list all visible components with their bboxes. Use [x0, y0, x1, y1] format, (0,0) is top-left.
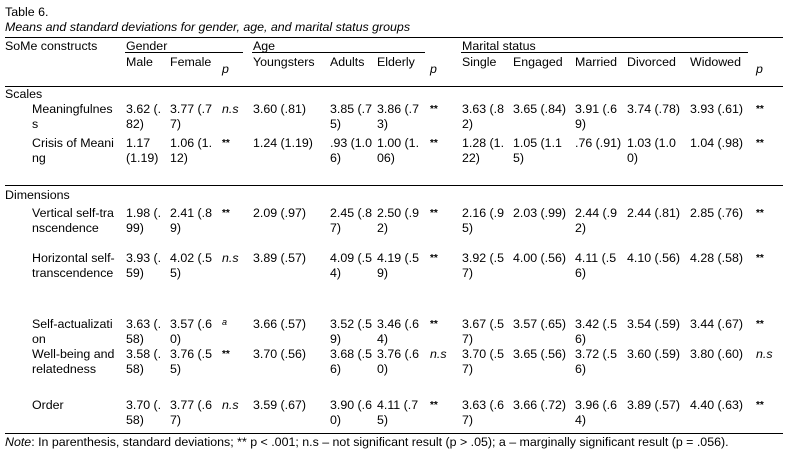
column-header: Male: [126, 55, 153, 69]
cell-value: 3.85 (.75): [330, 102, 373, 131]
cell-value: 1.03 (1.00): [627, 136, 676, 165]
cell-value: 3.63 (.82): [462, 102, 505, 131]
cell-value: 3.86 (.73): [377, 102, 420, 131]
cell-value: 3.42 (.56): [575, 317, 618, 346]
cell-value: 2.41 (.89): [170, 206, 213, 235]
table-note: [5, 435, 781, 450]
column-header: Married: [575, 55, 617, 69]
column-header: p: [222, 62, 229, 76]
column-header: Single: [462, 55, 497, 69]
row-label: Horizontal self-transcendence: [32, 251, 115, 280]
cell-value: 3.46 (.64): [377, 317, 420, 346]
cell-value: 3.76 (.55): [170, 347, 213, 376]
p-value: **: [222, 349, 230, 360]
header-gender: Gender: [126, 39, 168, 53]
cell-value: 3.80 (.60): [690, 347, 744, 361]
column-header: Youngsters: [253, 55, 315, 69]
cell-value: 2.45 (.87): [330, 206, 373, 235]
cell-value: 4.11 (.56): [575, 251, 617, 280]
p-value: **: [430, 104, 438, 115]
cell-value: 3.60 (.59): [627, 347, 681, 361]
cell-value: 4.40 (.63): [690, 398, 744, 412]
cell-value: 3.54 (.59): [627, 317, 681, 331]
header-age: Age: [253, 39, 276, 53]
column-header: p: [430, 62, 437, 76]
cell-value: 2.09 (.97): [253, 206, 307, 220]
cell-value: 3.76 (.60): [377, 347, 420, 376]
rule-table-bottom: [5, 433, 783, 434]
row-label: Vertical self-transcendence: [32, 206, 114, 235]
cell-value: 2.03 (.99): [513, 206, 567, 220]
cell-value: 3.70 (.57): [462, 347, 505, 376]
cell-value: 3.90 (.60): [330, 398, 373, 427]
cell-value: 1.04 (.98): [690, 136, 744, 150]
cell-value: 3.65 (.56): [513, 347, 567, 361]
cell-value: 1.24 (1.19): [253, 136, 313, 150]
p-value: **: [430, 253, 438, 264]
p-value: n.s: [222, 102, 239, 116]
cell-value: 2.85 (.76): [690, 206, 744, 220]
cell-value: 3.91 (.69): [575, 102, 618, 131]
column-header: Widowed: [690, 55, 741, 69]
section-scales: Scales: [5, 87, 43, 101]
cell-value: 4.11 (.75): [377, 398, 419, 427]
p-value: **: [222, 138, 230, 149]
cell-value: 3.66 (.72): [513, 398, 567, 412]
cell-value: 3.89 (.57): [253, 251, 307, 265]
table-number: Table 6.: [5, 5, 49, 19]
p-value: **: [430, 138, 438, 149]
row-label: Well-being and relatedness: [32, 347, 115, 376]
p-value: **: [756, 138, 764, 149]
cell-value: 1.05 (1.15): [513, 136, 562, 165]
cell-value: .93 (1.06): [330, 136, 373, 165]
cell-value: 3.93 (.59): [126, 251, 162, 280]
cell-value: 1.06 (1.12): [170, 136, 213, 165]
cell-value: 3.92 (.57): [462, 251, 505, 280]
column-header: Divorced: [627, 55, 676, 69]
cell-value: 2.44 (.81): [627, 206, 681, 220]
column-header: Engaged: [513, 55, 563, 69]
cell-value: 3.70 (.56): [253, 347, 307, 361]
cell-value: 4.28 (.58): [690, 251, 744, 265]
rule-top: [5, 37, 783, 38]
cell-value: 3.68 (.56): [330, 347, 373, 376]
column-header: Female: [170, 55, 212, 69]
cell-value: 3.62 (.82): [126, 102, 162, 131]
header-marital: Marital status: [462, 39, 536, 53]
row-label: Self-actualization: [32, 317, 113, 346]
cell-value: 3.96 (.64): [575, 398, 618, 427]
cell-value: 3.66 (.57): [253, 317, 307, 331]
cell-value: 2.50 (.92): [377, 206, 420, 235]
cell-value: 2.16 (.95): [462, 206, 505, 235]
cell-value: 1.00 (1.06): [377, 136, 420, 165]
cell-value: 4.00 (.56): [513, 251, 567, 265]
cell-value: 3.57 (.65): [513, 317, 567, 331]
p-value: a: [222, 317, 228, 327]
p-value: n.s: [756, 347, 773, 361]
cell-value: 1.17 (1.19): [126, 136, 159, 165]
p-value: **: [430, 208, 438, 219]
section-dimensions: Dimensions: [5, 188, 70, 202]
cell-value: 3.58 (.58): [126, 347, 162, 376]
cell-value: .76 (.91): [575, 136, 622, 150]
row-label: Order: [32, 398, 64, 412]
rule-header-bottom: [5, 86, 783, 87]
cell-value: 1.98 (.99): [126, 206, 162, 235]
row-label: Crisis of Meaning: [32, 136, 114, 165]
header-construct: SoMe constructs: [5, 39, 98, 53]
cell-value: 3.77 (.77): [170, 102, 213, 131]
column-header: p: [756, 62, 763, 76]
cell-value: 3.93 (.61): [690, 102, 744, 116]
cell-value: 3.57 (.60): [170, 317, 213, 346]
cell-value: 3.44 (.67): [690, 317, 744, 331]
p-value: **: [756, 400, 764, 411]
column-header: Adults: [330, 55, 365, 69]
cell-value: 2.44 (.92): [575, 206, 618, 235]
p-value: **: [430, 400, 438, 411]
cell-value: 4.10 (.56): [627, 251, 681, 265]
cell-value: 3.72 (.56): [575, 347, 618, 376]
p-value: n.s: [430, 347, 447, 361]
cell-value: 3.60 (.81): [253, 102, 307, 116]
cell-value: 3.52 (.59): [330, 317, 373, 346]
p-value: n.s: [222, 398, 239, 412]
table-title: Means and standard deviations for gender, age, and marital status groups: [5, 20, 411, 34]
cell-value: 3.67 (.57): [462, 317, 505, 346]
p-value: **: [756, 104, 764, 115]
cell-value: 3.70 (.58): [126, 398, 162, 427]
p-value: **: [756, 208, 764, 219]
p-value: **: [756, 253, 764, 264]
row-label: Meaningfulness: [32, 102, 113, 131]
cell-value: 3.89 (.57): [627, 398, 681, 412]
column-header: Elderly: [377, 55, 415, 69]
cell-value: 3.63 (.58): [126, 317, 162, 346]
cell-value: 3.65 (.84): [513, 102, 567, 116]
note-text: : In parenthesis, standard deviations; ** p < .001; n.s – not significant result (p > .05); a – marginally significant result (p = .056).: [31, 435, 729, 449]
cell-value: 3.74 (.78): [627, 102, 681, 116]
cell-value: 4.09 (.54): [330, 251, 373, 280]
cell-value: 4.02 (.55): [170, 251, 213, 280]
cell-value: 3.77 (.67): [170, 398, 213, 427]
p-value: **: [222, 208, 230, 219]
p-value: n.s: [222, 251, 239, 265]
cell-value: 1.28 (1.22): [462, 136, 505, 165]
cell-value: 3.59 (.67): [253, 398, 307, 412]
p-value: **: [756, 319, 764, 330]
note-lead: Note: [5, 435, 32, 449]
cell-value: 4.19 (.59): [377, 251, 420, 280]
rule-age: [252, 52, 425, 53]
rule-scales-bottom: [5, 185, 783, 186]
cell-value: 3.63 (.67): [462, 398, 505, 427]
p-value: **: [430, 319, 438, 330]
